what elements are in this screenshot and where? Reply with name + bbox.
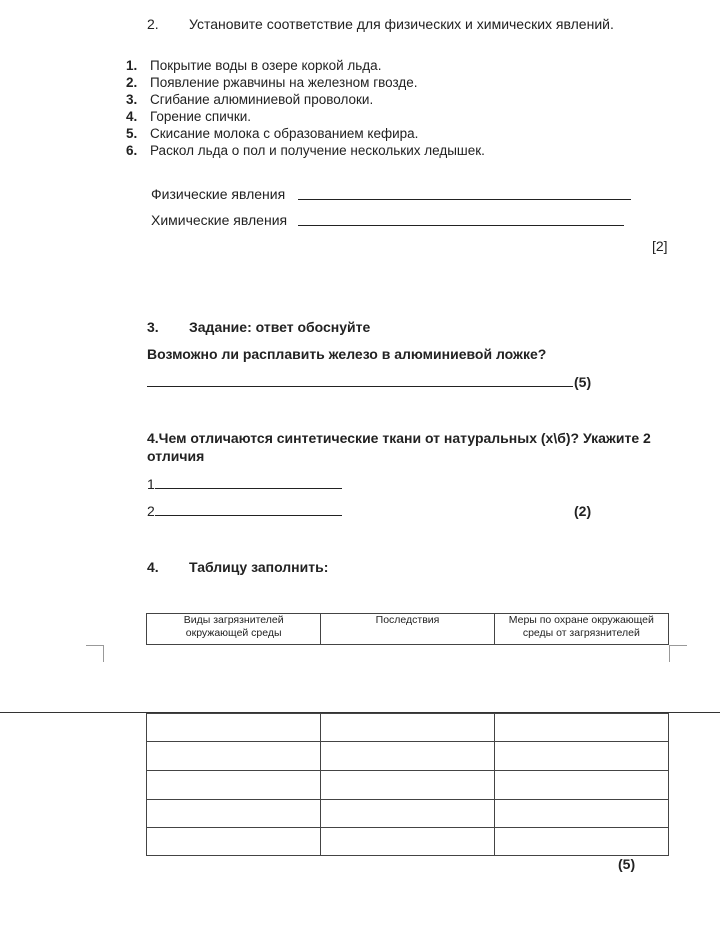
crop-mark-right: [669, 645, 687, 662]
chemical-phenomena-label: Химические явления: [151, 212, 288, 228]
q2-number: 2.: [147, 16, 159, 32]
table-cell[interactable]: [147, 800, 321, 828]
table-cell[interactable]: [321, 771, 494, 800]
table-cell[interactable]: [494, 771, 668, 800]
list-item-text: Покрытие воды в озере коркой льда.: [150, 58, 382, 73]
q3-number: 3.: [147, 319, 159, 335]
table-cell[interactable]: [147, 714, 321, 742]
table-cell[interactable]: [147, 742, 321, 771]
physical-answer-line[interactable]: [298, 199, 631, 200]
list-item-text: Скисание молока с образованием кефира.: [150, 126, 419, 141]
crop-mark-left: [86, 645, 104, 662]
table-cell[interactable]: [321, 714, 494, 742]
list-item: [126, 57, 485, 74]
table-cell[interactable]: [494, 714, 668, 742]
answer1-line[interactable]: [155, 488, 342, 489]
list-item-number: 6.: [126, 143, 138, 158]
header-pollutant-types: Виды загрязнителей окружающей среды: [147, 614, 321, 645]
q2-score: [2]: [652, 238, 668, 254]
list-item-number: 5.: [126, 126, 138, 141]
list-item-number: 4.: [126, 109, 138, 124]
q4b-number: 4.: [147, 559, 159, 575]
q3-answer-line[interactable]: [147, 386, 573, 387]
list-item: [126, 108, 485, 125]
answer2-line[interactable]: [155, 515, 342, 516]
list-item: [126, 142, 485, 159]
answer1-label: 1: [147, 476, 155, 492]
list-item: [126, 125, 485, 142]
table-cell[interactable]: [321, 828, 494, 856]
table-cell[interactable]: [494, 742, 668, 771]
q4b-title: Таблицу заполнить:: [189, 559, 329, 575]
header-consequences: Последствия: [321, 614, 494, 645]
table-cell[interactable]: [494, 800, 668, 828]
q3-title: Задание: ответ обоснуйте: [189, 319, 371, 335]
q3-score: (5): [574, 374, 592, 390]
table-cell[interactable]: [321, 742, 494, 771]
list-item-number: 3.: [126, 92, 138, 107]
q4a-score: (2): [574, 503, 592, 519]
table-cell[interactable]: [494, 828, 668, 856]
list-item-number: 2.: [126, 75, 138, 90]
chemical-answer-line[interactable]: [298, 225, 624, 226]
q2-items-list: [126, 57, 485, 159]
answer2-label: 2: [147, 503, 155, 519]
table-cell[interactable]: [147, 828, 321, 856]
q4a-question-line2: отличия: [147, 448, 205, 464]
list-item-text: Раскол льда о пол и получение нескольких ледышек.: [150, 143, 485, 158]
table-cell[interactable]: [321, 800, 494, 828]
list-item: [126, 91, 485, 108]
table-cell[interactable]: [147, 771, 321, 800]
header-protection-measures: Меры по охране окружающей среды от загрязнителей: [494, 614, 668, 645]
list-item: [126, 74, 485, 91]
list-item-text: Горение спички.: [150, 109, 252, 124]
list-item-text: Появление ржавчины на железном гвозде.: [150, 75, 418, 90]
q2-title: Установите соответствие для физических и химических явлений.: [189, 16, 614, 32]
physical-phenomena-label: Физические явления: [151, 186, 286, 202]
list-item-text: Сгибание алюминиевой проволоки.: [150, 92, 374, 107]
list-item-number: 1.: [126, 58, 138, 73]
pollution-table-header: [146, 613, 669, 645]
q4a-question-line1: 4.Чем отличаются синтетические ткани от натуральных (х\б)? Укажите 2: [147, 430, 651, 446]
pollution-table-body: [146, 713, 669, 856]
q4b-score: (5): [618, 856, 636, 872]
q3-question: Возможно ли расплавить железо в алюминиевой ложке?: [147, 346, 547, 362]
